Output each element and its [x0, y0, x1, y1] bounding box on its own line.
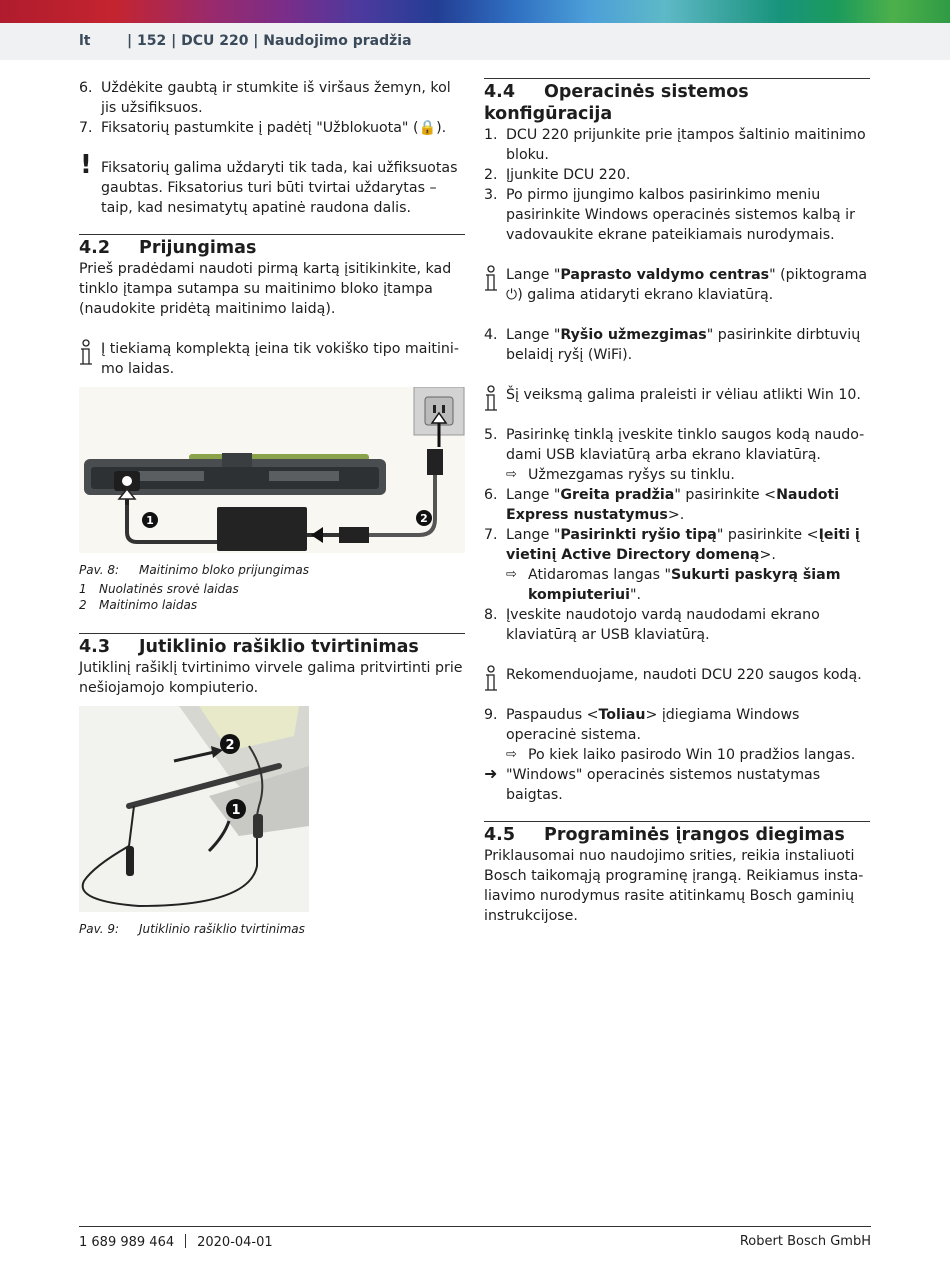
info-icon — [484, 385, 500, 419]
section-heading: 4.2 Prijungimas — [79, 238, 257, 258]
svg-text:2: 2 — [225, 738, 235, 753]
info-note: Lange "Paprasto valdymo centras" (piktograma ⏻) galima atidaryti ekrano klaviatūrą. — [484, 265, 870, 305]
section-body: Prieš pradėdami naudoti pirmą kartą įsitikinkite, kad tinklo įtampa sutampa su maitinimo bloko įtampa (naudokite pridėtą maitinimo laidą). — [79, 261, 452, 317]
section-body: Priklausomai nuo naudojimo srities, reikia instaliuoti Bosch taikomąją programinę įrangą. Reikiamus insta-liavimo nurodymus rasite atitinkamų Bosch gaminių instrukcijose. — [484, 848, 864, 924]
info-icon — [484, 665, 500, 699]
language-code: lt — [79, 33, 91, 49]
section-heading: 4.3 Jutiklinio rašiklio tvirtinimas — [79, 637, 419, 657]
warning-note: ! Fiksatorių galima uždaryti tik tada, kai užfiksuotas gaubtas. Fiksatorius turi būti tvirtai uždarytas – taip, kad nesimatytų apatinė raudona dalis. — [80, 150, 458, 216]
document-date: 2020-04-01 — [197, 1235, 273, 1250]
os-step-8: 8. Įveskite naudotojo vardą naudodami ekrano klaviatūrą ar USB klaviatūrą. — [484, 607, 820, 643]
info-note: Šį veiksmą galima praleisti ir vėliau atlikti Win 10. — [484, 385, 870, 405]
os-step-5: 5. Pasirinkę tinklą įveskite tinklo saugos kodą naudo-dami USB klaviatūrą arba ekrano klaviatūrą. — [484, 427, 865, 463]
step-result: ⇨ Užmezgamas ryšys su tinklu. — [506, 467, 735, 483]
step-result: ⇨ Atidaromas langas "Sukurti paskyrą šiam kompiuteriui". — [506, 567, 841, 603]
brand-color-bar — [0, 0, 950, 23]
section-4-5 — [484, 821, 870, 926]
section-heading: 4.4 Operacinės sistemos konfigūracija — [484, 82, 749, 124]
svg-text:2: 2 — [420, 512, 428, 525]
step-7: 7. Fiksatorių pastumkite į padėtį "Užblokuota" (🔒). — [79, 120, 447, 136]
right-column — [484, 78, 870, 926]
page-footer — [79, 1226, 871, 1251]
section-body: Jutiklinį rašiklį tvirtinimo virvele galima pritvirtinti prie nešiojamojo kompiuterio. — [79, 660, 463, 696]
figure-8-caption: Pav. 8: Maitinimo bloko prijungimas — [79, 563, 309, 577]
figure-9-caption: Pav. 9: Jutiklinio rašiklio tvirtinimas — [79, 922, 305, 936]
company-name: Robert Bosch GmbH — [739, 1234, 871, 1249]
info-icon — [79, 339, 95, 373]
os-step-7: 7. Lange "Pasirinkti ryšio tipą" pasirinkite <Įeiti į vietinį Active Directory domeną>. — [484, 527, 860, 563]
step-6: 6. Uždėkite gaubtą ir stumkite iš viršaus žemyn, kol jis užsifiksuos. — [79, 80, 451, 116]
document-number: 1 689 989 464 — [79, 1235, 175, 1250]
os-step-4: 4. Lange "Ryšio užmezgimas" pasirinkite dirbtuvių belaidį ryšį (WiFi). — [484, 327, 861, 363]
header-title: | 152 | DCU 220 | Naudojimo pradžia — [127, 33, 412, 49]
os-step-3: 3. Po pirmo įjungimo kalbos pasirinkimo meniu pasirinkite Windows operacinės sistemos kalbą ir vadovaukite ekrane pateikiamais nurodymais. — [484, 187, 855, 243]
result-arrow-icon: ⇨ — [506, 467, 517, 482]
section-4-2 — [79, 234, 465, 379]
os-step-1: 1. DCU 220 prijunkite prie įtampos šaltinio maitinimo bloku. — [484, 127, 866, 163]
final-arrow-icon: ➜ — [484, 764, 498, 783]
figure-9-stylus — [79, 706, 309, 912]
os-step-9: 9. Paspaudus <Toliau> įdiegiama Windows operacinė sistema. — [484, 707, 800, 743]
os-step-6: 6. Lange "Greita pradžia" pasirinkite <Naudoti Express nustatymus>. — [484, 487, 840, 523]
exclamation-icon: ! — [80, 150, 92, 180]
legend-item-2: 2 Maitinimo laidas — [79, 598, 198, 612]
page-header — [0, 23, 950, 60]
legend-item-1: 1 Nuolatinės srovė laidas — [79, 582, 239, 596]
final-result: ➜ "Windows" operacinės sistemos nustatymas baigtas. — [484, 764, 821, 803]
info-icon — [484, 265, 500, 299]
os-step-2: 2. Įjunkite DCU 220. — [484, 167, 631, 183]
figure-8-power-supply — [79, 387, 465, 553]
section-heading: 4.5 Programinės įrangos diegimas — [484, 825, 845, 845]
result-arrow-icon: ⇨ — [506, 747, 517, 762]
step-result: ⇨ Po kiek laiko pasirodo Win 10 pradžios langas. — [506, 747, 856, 763]
section-4-3 — [79, 633, 465, 698]
info-note: Į tiekiamą komplektą įeina tik vokiško tipo maitini-mo laidas. — [79, 339, 465, 379]
section-4-4 — [484, 78, 870, 805]
svg-text:1: 1 — [231, 803, 241, 818]
result-arrow-icon: ⇨ — [506, 567, 517, 582]
info-note: Rekomenduojame, naudoti DCU 220 saugos kodą. — [484, 665, 870, 685]
svg-text:1: 1 — [146, 514, 154, 527]
left-column — [79, 78, 465, 938]
